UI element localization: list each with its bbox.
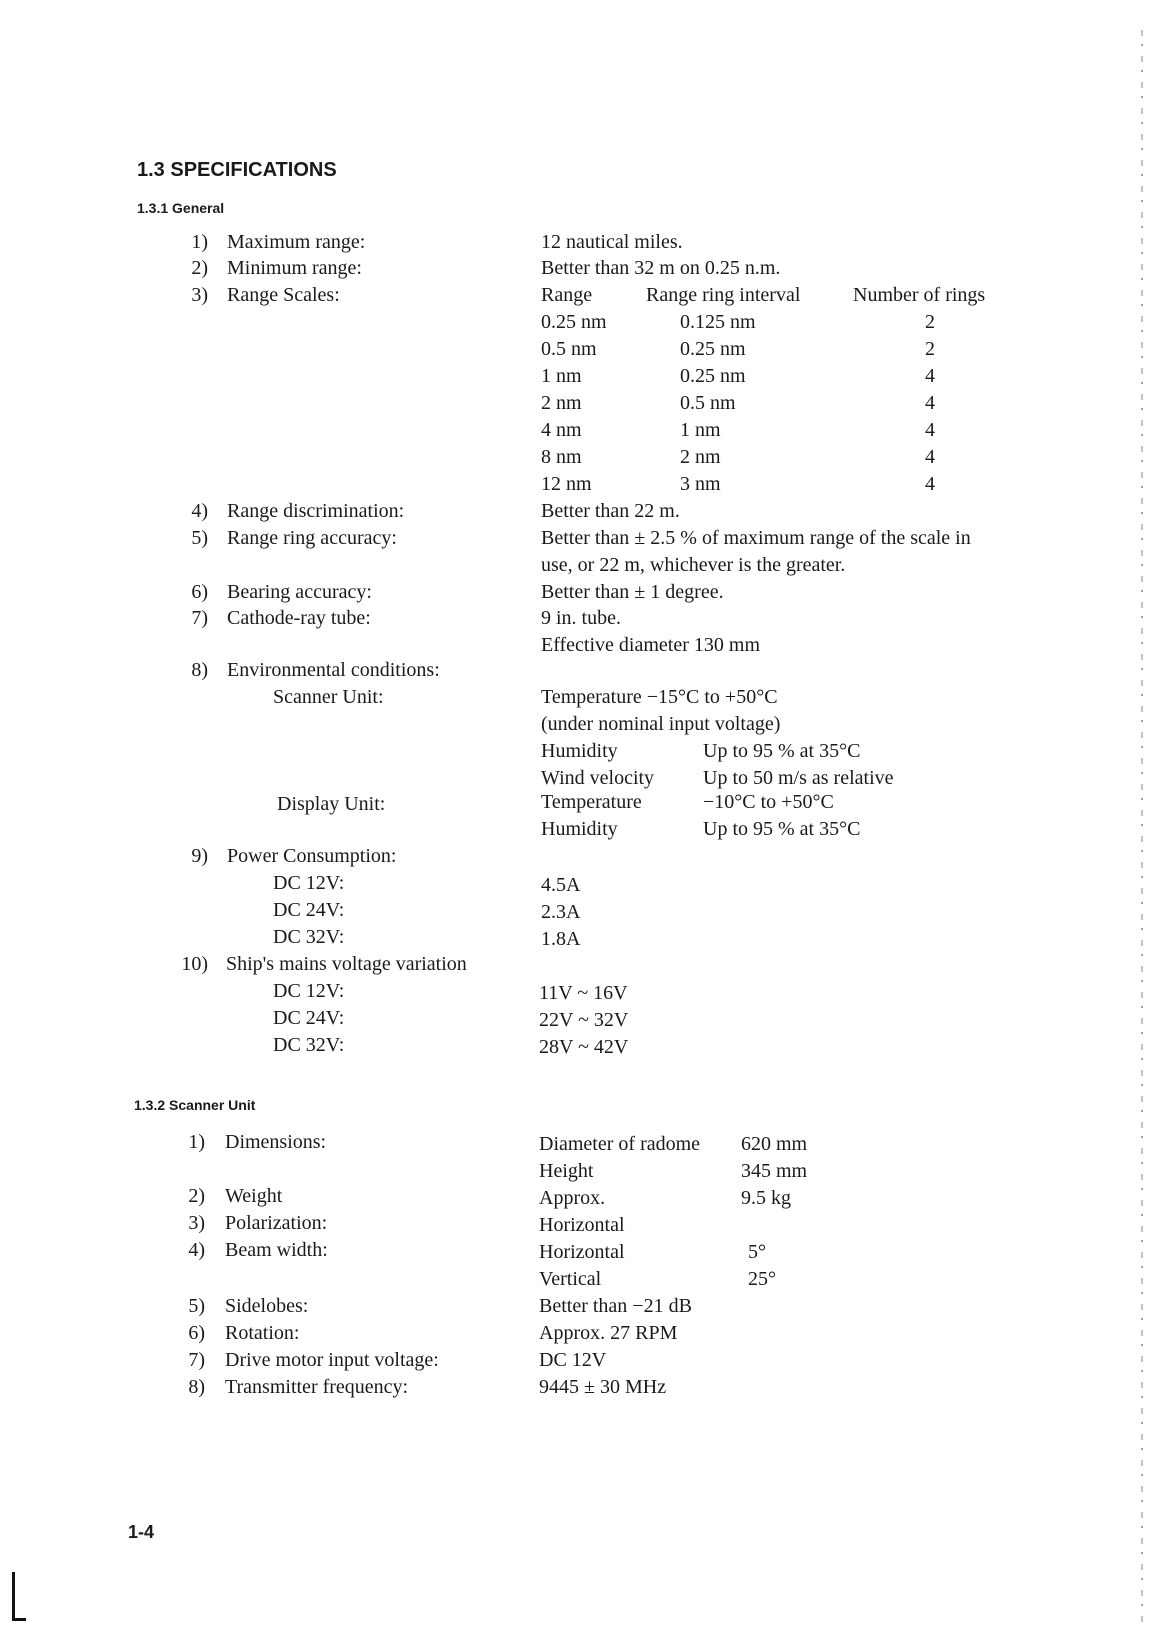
rings-cell: 4 xyxy=(925,419,935,441)
spec-value: Better than ± 1 degree. xyxy=(541,581,724,603)
voltage-value: 28V ~ 42V xyxy=(539,1036,629,1058)
spec-label: Sidelobes: xyxy=(225,1295,309,1317)
spec-label: Rotation: xyxy=(225,1322,300,1344)
section-title: 1.3 SPECIFICATIONS xyxy=(137,159,337,181)
env-wind-label: Wind velocity xyxy=(541,767,655,789)
scan-edge-artifact xyxy=(1141,30,1143,1630)
range-cell: 2 nm xyxy=(541,392,582,414)
spec-value: Approx. xyxy=(539,1187,606,1209)
item-number: 3) xyxy=(191,284,208,306)
item-number: 5) xyxy=(191,527,208,549)
spec-label: Range Scales: xyxy=(227,284,340,306)
spec-value: Better than 22 m. xyxy=(541,500,680,522)
voltage-label: DC 12V: xyxy=(273,980,345,1002)
spec-label: Range ring accuracy: xyxy=(227,527,397,549)
subsection-heading-general: 1.3.1 General xyxy=(137,200,225,216)
power-value: 1.8A xyxy=(541,928,581,950)
range-cell: 1 nm xyxy=(541,365,582,387)
spec-label: Transmitter frequency: xyxy=(225,1376,409,1398)
spec-label: Environmental conditions: xyxy=(227,659,440,681)
crop-mark-foot xyxy=(12,1618,26,1621)
spec-label: Minimum range: xyxy=(227,257,362,279)
spec-label: Cathode-ray tube: xyxy=(227,607,371,629)
spec-value: 9445 ± 30 MHz xyxy=(539,1376,667,1398)
voltage-value: 11V ~ 16V xyxy=(539,982,628,1004)
spec-value: Better than 32 m on 0.25 n.m. xyxy=(541,257,781,279)
crop-mark xyxy=(12,1572,15,1620)
spec-value-cont: use, or 22 m, whichever is the greater. xyxy=(541,554,846,576)
interval-cell: 0.125 nm xyxy=(680,311,756,333)
env-humidity-value: Up to 95 % at 35°C xyxy=(703,740,861,762)
env-scanner-temp: Temperature −15°C to +50°C xyxy=(541,686,778,708)
rings-cell: 4 xyxy=(925,446,935,468)
item-number: 9) xyxy=(191,845,208,867)
power-value: 4.5A xyxy=(541,874,581,896)
spec-label: Ship's mains voltage variation xyxy=(226,953,467,975)
power-label: DC 32V: xyxy=(273,926,345,948)
spec-label: Power Consumption: xyxy=(227,845,397,867)
range-table-header: Range ring interval xyxy=(646,284,801,306)
item-number: 3) xyxy=(188,1212,205,1234)
spec-label: Dimensions: xyxy=(225,1131,327,1153)
interval-cell: 3 nm xyxy=(680,473,721,495)
spec-value: Better than ± 2.5 % of maximum range of the scale in xyxy=(541,527,971,549)
voltage-label: DC 24V: xyxy=(273,1007,345,1029)
item-number: 5) xyxy=(188,1295,205,1317)
spec-label: Maximum range: xyxy=(227,231,366,253)
env-display-label: Display Unit: xyxy=(277,793,386,815)
power-label: DC 24V: xyxy=(273,899,345,921)
spec-label: Bearing accuracy: xyxy=(227,581,372,603)
env-display-humidity-value: Up to 95 % at 35°C xyxy=(703,818,861,840)
spec-value-amount: 25° xyxy=(748,1268,776,1290)
spec-value: DC 12V xyxy=(539,1349,607,1371)
rings-cell: 4 xyxy=(925,473,935,495)
spec-value: Height xyxy=(539,1160,594,1182)
item-number: 7) xyxy=(191,607,208,629)
interval-cell: 0.5 nm xyxy=(680,392,736,414)
item-number: 1) xyxy=(188,1131,205,1153)
rings-cell: 2 xyxy=(925,311,935,333)
power-value: 2.3A xyxy=(541,901,581,923)
spec-value: Horizontal xyxy=(539,1241,625,1263)
spec-value: 12 nautical miles. xyxy=(541,231,683,253)
item-number: 8) xyxy=(188,1376,205,1398)
spec-value: Diameter of radome xyxy=(539,1133,701,1155)
env-scanner-temp-note: (under nominal input voltage) xyxy=(541,713,781,735)
page-number: 1-4 xyxy=(128,1522,155,1542)
spec-label: Range discrimination: xyxy=(227,500,405,522)
spec-value: Better than −21 dB xyxy=(539,1295,692,1317)
range-cell: 0.25 nm xyxy=(541,311,607,333)
spec-value-amount: 9.5 kg xyxy=(741,1187,791,1209)
range-table-header: Number of rings xyxy=(853,284,986,306)
interval-cell: 0.25 nm xyxy=(680,365,746,387)
voltage-label: DC 32V: xyxy=(273,1034,345,1056)
env-scanner-label: Scanner Unit: xyxy=(273,686,384,708)
env-humidity-label: Humidity xyxy=(541,740,618,762)
item-number: 6) xyxy=(188,1322,205,1344)
spec-value-amount: 620 mm xyxy=(741,1133,808,1155)
spec-value-amount: 345 mm xyxy=(741,1160,808,1182)
spec-value-cont: Effective diameter 130 mm xyxy=(541,634,760,656)
power-label: DC 12V: xyxy=(273,872,345,894)
env-wind-value: Up to 50 m/s as relative xyxy=(703,767,894,789)
spec-label: Drive motor input voltage: xyxy=(225,1349,439,1371)
voltage-value: 22V ~ 32V xyxy=(539,1009,629,1031)
item-number: 2) xyxy=(188,1185,205,1207)
item-number: 1) xyxy=(191,231,208,253)
spec-label: Weight xyxy=(225,1185,283,1207)
env-display-humidity-label: Humidity xyxy=(541,818,618,840)
env-display-temp-label: Temperature xyxy=(541,791,642,813)
spec-value: Vertical xyxy=(539,1268,602,1290)
spec-label: Polarization: xyxy=(225,1212,328,1234)
spec-value: 9 in. tube. xyxy=(541,607,621,629)
item-number: 7) xyxy=(188,1349,205,1371)
spec-value-amount: 5° xyxy=(748,1241,766,1263)
spec-value: Horizontal xyxy=(539,1214,625,1236)
rings-cell: 4 xyxy=(925,365,935,387)
item-number: 6) xyxy=(191,581,208,603)
rings-cell: 4 xyxy=(925,392,935,414)
range-cell: 4 nm xyxy=(541,419,582,441)
spec-value: Approx. 27 RPM xyxy=(539,1322,678,1344)
item-number: 4) xyxy=(188,1239,205,1261)
item-number: 10) xyxy=(181,953,208,975)
env-display-temp-value: −10°C to +50°C xyxy=(703,791,834,813)
item-number: 2) xyxy=(191,257,208,279)
range-cell: 12 nm xyxy=(541,473,592,495)
range-cell: 0.5 nm xyxy=(541,338,597,360)
item-number: 8) xyxy=(191,659,208,681)
rings-cell: 2 xyxy=(925,338,935,360)
subsection-heading-scanner: 1.3.2 Scanner Unit xyxy=(134,1097,256,1113)
spec-label: Beam width: xyxy=(225,1239,328,1261)
item-number: 4) xyxy=(191,500,208,522)
interval-cell: 2 nm xyxy=(680,446,721,468)
range-cell: 8 nm xyxy=(541,446,582,468)
interval-cell: 1 nm xyxy=(680,419,721,441)
interval-cell: 0.25 nm xyxy=(680,338,746,360)
range-table-header: Range xyxy=(541,284,593,306)
